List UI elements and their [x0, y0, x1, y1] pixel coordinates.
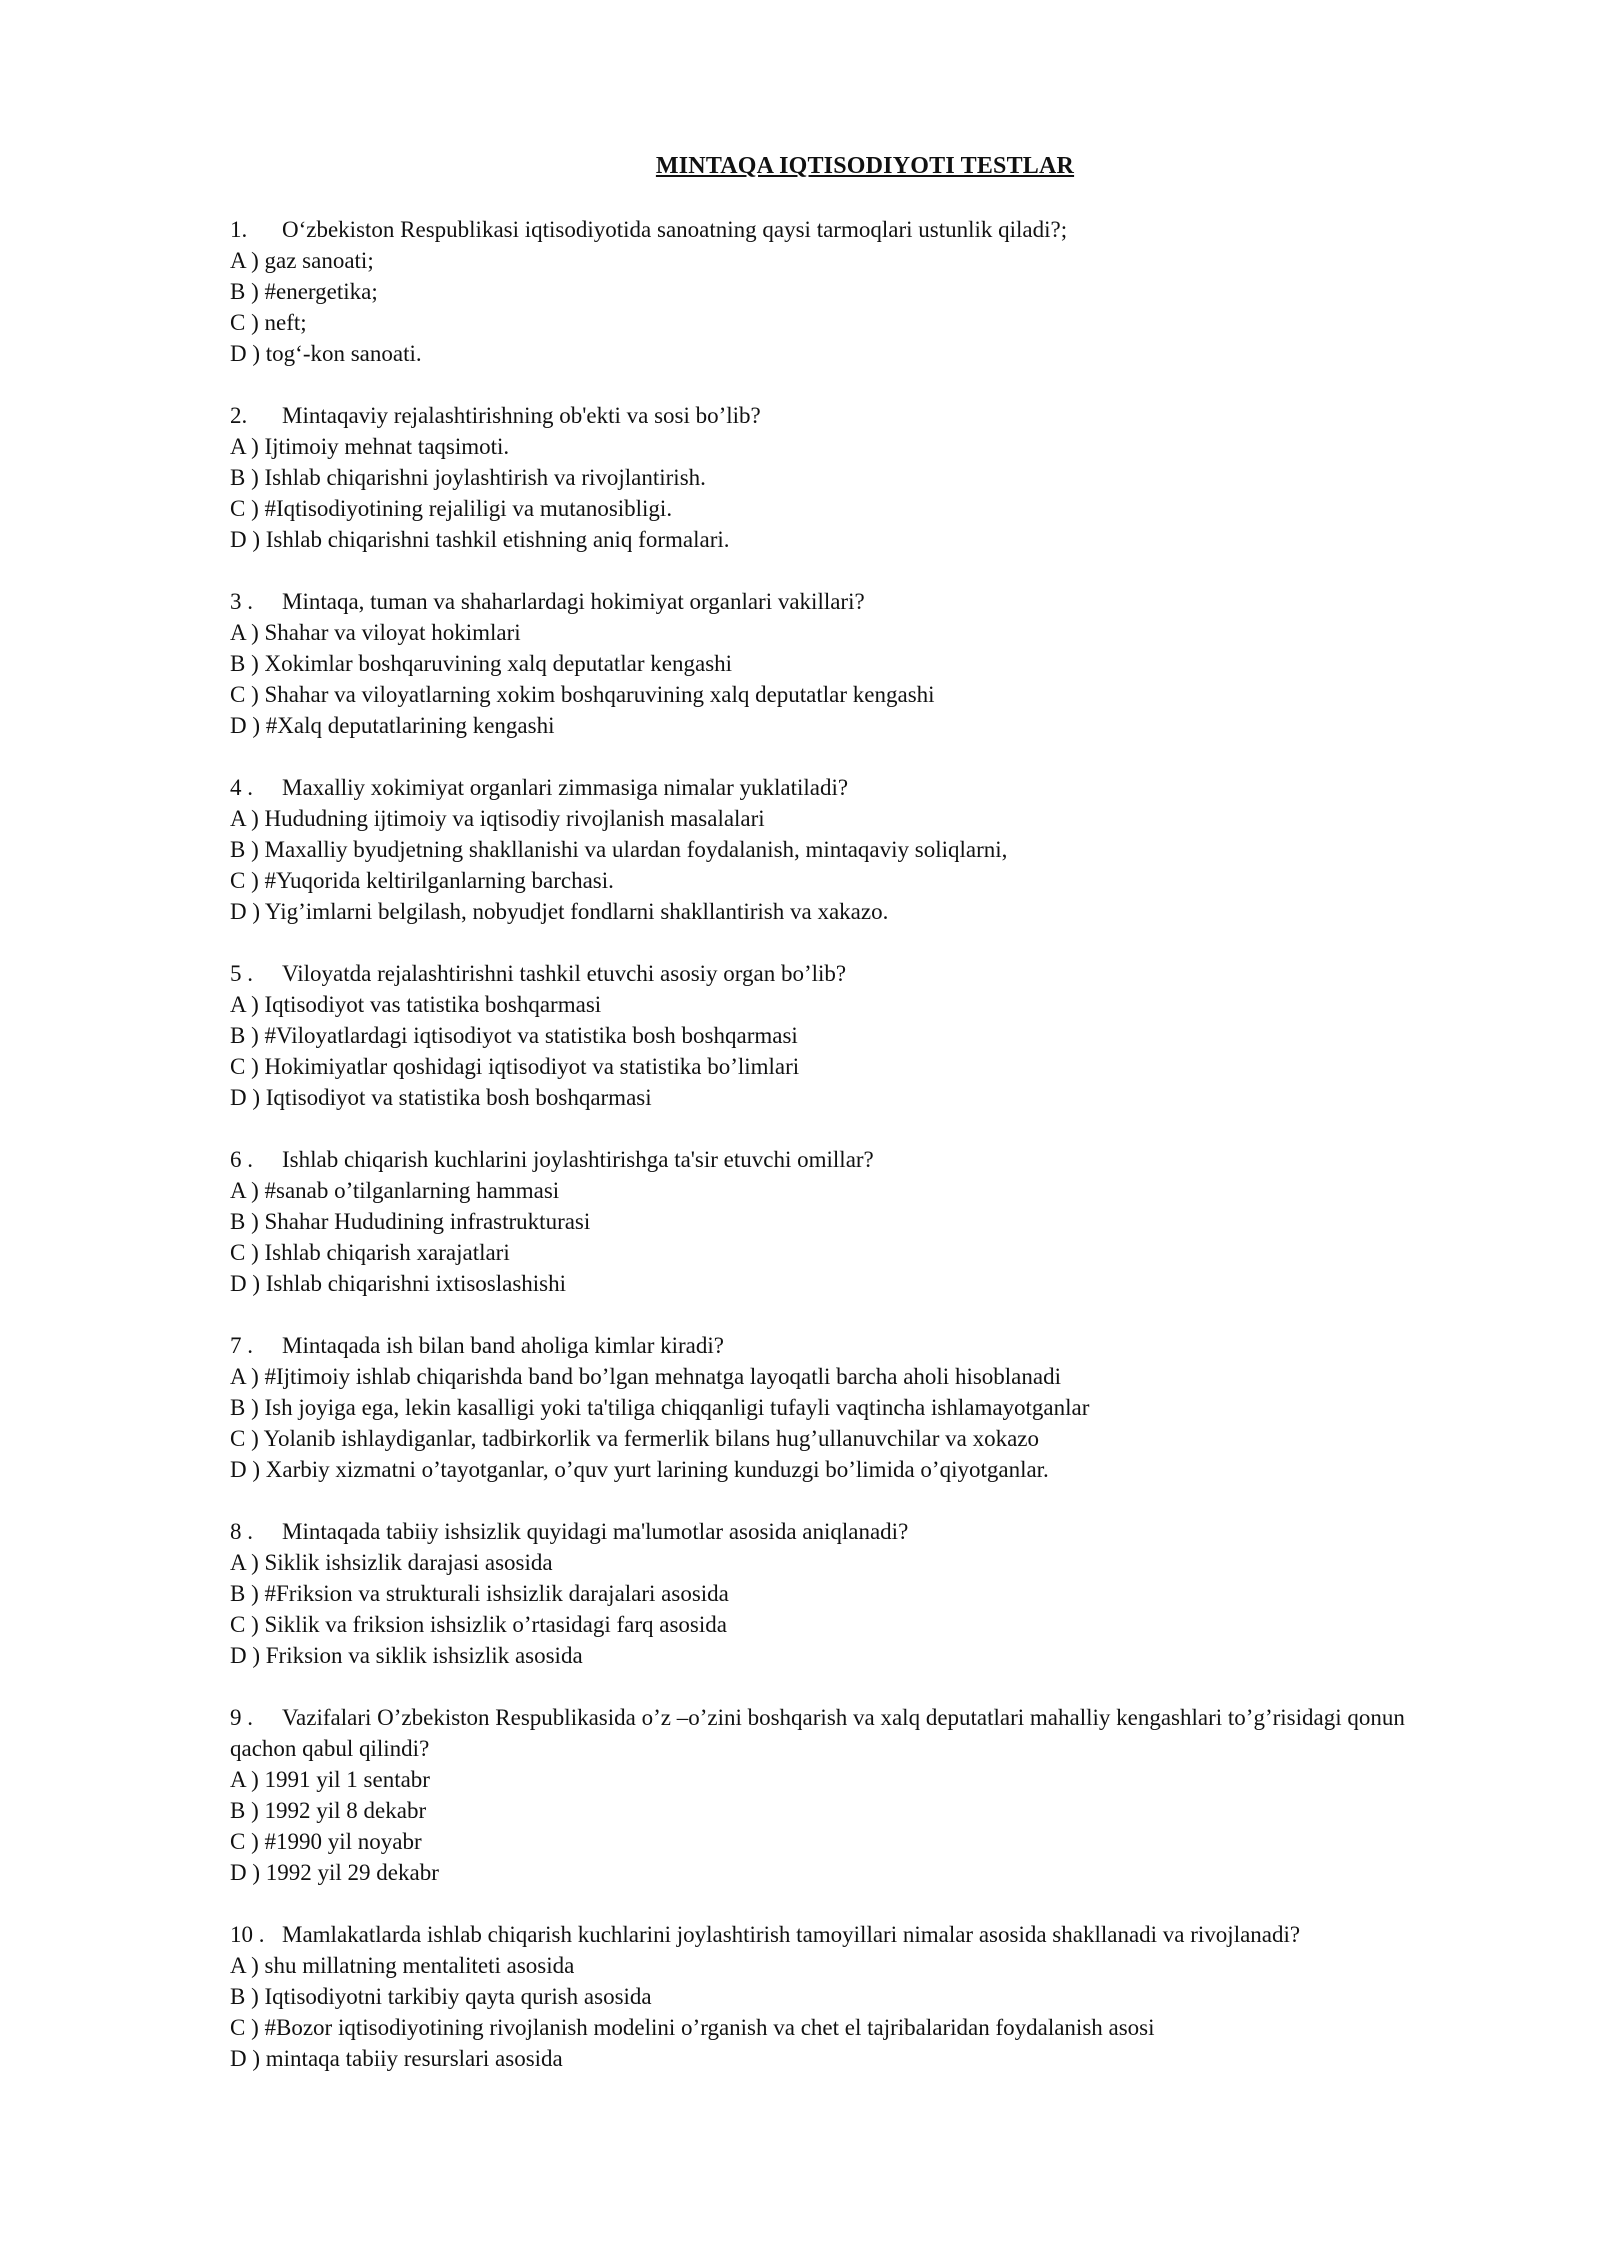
question-text-line [230, 772, 1410, 803]
question-2 [230, 400, 1410, 555]
question-number: 5 . [230, 961, 253, 986]
answer-option: C ) #1990 yil noyabr [230, 1829, 422, 1854]
question-number: 6 . [230, 1147, 253, 1172]
answer-option: D ) Ishlab chiqarishni ixtisoslashishi [230, 1271, 567, 1296]
question-text: Mintaqa, tuman va shaharlardagi hokimiyat organlari vakillari? [282, 589, 865, 614]
answer-option: D ) tog‘-kon sanoati. [230, 341, 422, 366]
answer-option: D ) Yig’imlarni belgilash, nobyudjet fondlarni shakllantirish va xakazo. [230, 899, 889, 924]
question-3 [230, 586, 1410, 741]
answer-option: B ) Maxalliy byudjetning shakllanishi va ulardan foydalanish, mintaqaviy soliqlarni, [230, 837, 1008, 862]
question-text: Mintaqaviy rejalashtirishning ob'ekti va sosi bo’lib? [282, 403, 761, 428]
answer-option: B ) #Friksion va strukturali ishsizlik darajalari asosida [230, 1581, 729, 1606]
document-title: MINTAQA IQTISODIYOTI TESTLAR [655, 153, 1075, 179]
answer-option: A ) #sanab o’tilganlarning hammasi [230, 1178, 560, 1203]
answer-option: A ) Hududning ijtimoiy va iqtisodiy rivojlanish masalalari [230, 806, 765, 831]
question-text: Ishlab chiqarish kuchlarini joylashtirishga ta'sir etuvchi omillar? [282, 1147, 874, 1172]
answer-option: C ) #Iqtisodiyotining rejaliligi va mutanosibligi. [230, 496, 673, 521]
question-text: Maxalliy xokimiyat organlari zimmasiga nimalar yuklatiladi? [282, 775, 849, 800]
answer-option: C ) Siklik va friksion ishsizlik o’rtasidagi farq asosida [230, 1612, 727, 1637]
question-number: 9 . [230, 1705, 253, 1730]
question-text: O‘zbekiston Respublikasi iqtisodiyotida sanoatning qaysi tarmoqlari ustunlik qiladi?; [282, 217, 1068, 242]
question-text: Mintaqada tabiiy ishsizlik quyidagi ma'lumotlar asosida aniqlanadi? [282, 1519, 909, 1544]
answer-option: B ) Xokimlar boshqaruvining xalq deputatlar kengashi [230, 651, 733, 676]
answer-option: C ) Hokimiyatlar qoshidagi iqtisodiyot va statistika bo’limlari [230, 1054, 800, 1079]
question-5 [230, 958, 1410, 1113]
question-text-line [230, 1919, 1410, 1950]
answer-option: D ) mintaqa tabiiy resurslari asosida [230, 2046, 563, 2071]
question-1 [230, 214, 1410, 369]
question-9 [230, 1702, 1410, 1888]
answer-option: A ) Iqtisodiyot vas tatistika boshqarmasi [230, 992, 602, 1017]
question-text-line [230, 1144, 1410, 1175]
answer-option: A ) Shahar va viloyat hokimlari [230, 620, 521, 645]
question-text-line [230, 1702, 1410, 1764]
answer-option: D ) Xarbiy xizmatni o’tayotganlar, o’quv yurt larining kunduzgi bo’limida o’qiyotganlar. [230, 1457, 1049, 1482]
answer-option: C ) #Yuqorida keltirilganlarning barchasi. [230, 868, 614, 893]
question-number: 4 . [230, 775, 253, 800]
answer-option: D ) 1992 yil 29 dekabr [230, 1860, 439, 1885]
question-number: 7 . [230, 1333, 253, 1358]
answer-option: D ) Iqtisodiyot va statistika bosh boshqarmasi [230, 1085, 652, 1110]
question-list [230, 214, 1410, 2105]
question-text: Mamlakatlarda ishlab chiqarish kuchlarini joylashtirish tamoyillari nimalar asosida shakllanadi va rivojlanadi? [282, 1922, 1301, 1947]
question-number: 8 . [230, 1519, 253, 1544]
answer-option: B ) #Viloyatlardagi iqtisodiyot va statistika bosh boshqarmasi [230, 1023, 798, 1048]
question-number: 1. [230, 217, 248, 242]
answer-option: B ) #energetika; [230, 279, 378, 304]
answer-option: C ) neft; [230, 310, 307, 335]
answer-option: A ) 1991 yil 1 sentabr [230, 1767, 430, 1792]
answer-option: A ) Siklik ishsizlik darajasi asosida [230, 1550, 553, 1575]
answer-option: D ) Friksion va siklik ishsizlik asosida [230, 1643, 583, 1668]
question-text: Mintaqada ish bilan band aholiga kimlar kiradi? [282, 1333, 724, 1358]
answer-option: B ) Iqtisodiyotni tarkibiy qayta qurish asosida [230, 1984, 652, 2009]
answer-option: D ) Ishlab chiqarishni tashkil etishning aniq formalari. [230, 527, 730, 552]
answer-option: B ) Shahar Hududining infrastrukturasi [230, 1209, 591, 1234]
question-text-line [230, 958, 1410, 989]
answer-option: A ) #Ijtimoiy ishlab chiqarishda band bo’lgan mehnatga layoqatli barcha aholi hisoblanadi [230, 1364, 1061, 1389]
answer-option: C ) Shahar va viloyatlarning xokim boshqaruvining xalq deputatlar kengashi [230, 682, 935, 707]
question-7 [230, 1330, 1410, 1485]
answer-option: C ) Yolanib ishlaydiganlar, tadbirkorlik va fermerlik bilans hug’ullanuvchilar va xokazo [230, 1426, 1039, 1451]
question-4 [230, 772, 1410, 927]
question-text-line [230, 586, 1410, 617]
question-text-line [230, 1330, 1410, 1361]
question-8 [230, 1516, 1410, 1671]
question-number: 3 . [230, 589, 253, 614]
question-text: Vazifalari O’zbekiston Respublikasida o’z –o’zini boshqarish va xalq deputatlari mahalliy kengashlari to’g’risidagi qonun qachon qabul qilindi? [230, 1705, 1405, 1761]
question-number: 10 . [230, 1922, 265, 1947]
question-6 [230, 1144, 1410, 1299]
question-10 [230, 1919, 1410, 2074]
question-number: 2. [230, 403, 248, 428]
answer-option: B ) 1992 yil 8 dekabr [230, 1798, 427, 1823]
answer-option: B ) Ish joyiga ega, lekin kasalligi yoki ta'tiliga chiqqanligi tufayli vaqtincha ishlamayotganlar [230, 1395, 1090, 1420]
question-text-line [230, 214, 1410, 245]
answer-option: A ) gaz sanoati; [230, 248, 374, 273]
question-text: Viloyatda rejalashtirishni tashkil etuvchi asosiy organ bo’lib? [282, 961, 847, 986]
answer-option: A ) Ijtimoiy mehnat taqsimoti. [230, 434, 510, 459]
answer-option: C ) Ishlab chiqarish xarajatlari [230, 1240, 510, 1265]
answer-option: C ) #Bozor iqtisodiyotining rivojlanish modelini o’rganish va chet el tajribalaridan foydalanish asosi [230, 2015, 1155, 2040]
question-text-line [230, 400, 1410, 431]
question-text-line [230, 1516, 1410, 1547]
answer-option: B ) Ishlab chiqarishni joylashtirish va rivojlantirish. [230, 465, 706, 490]
answer-option: D ) #Xalq deputatlarining kengashi [230, 713, 555, 738]
answer-option: A ) shu millatning mentaliteti asosida [230, 1953, 575, 1978]
